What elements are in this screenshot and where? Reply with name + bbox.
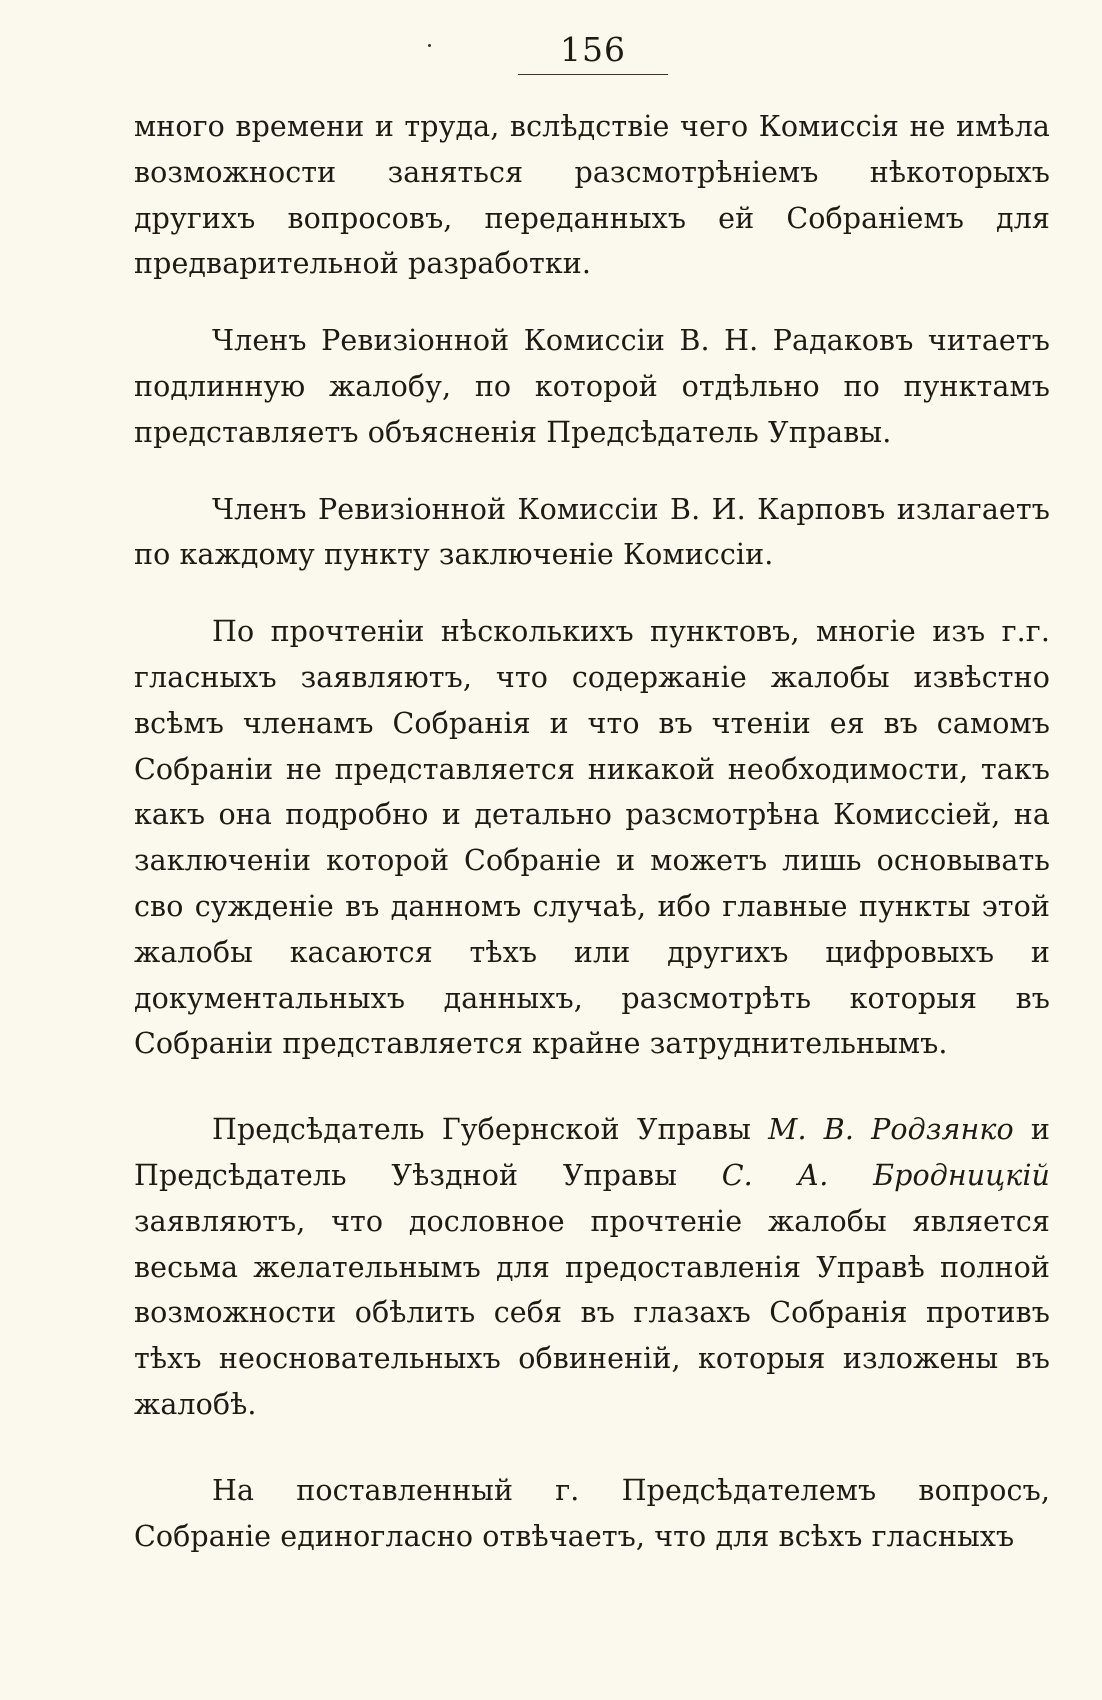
paragraph-chairmen-middle: и Предсѣдатель Уѣздной Управы [134, 1113, 1050, 1192]
paragraph-karpov: Членъ Ревизіонной Комиссіи В. И. Карповъ излагаетъ по каждому пункту заключеніе Комиссіи. [134, 492, 1050, 572]
paragraph-vote: На поставленный г. Предсѣдателемъ вопросъ, Собраніе единогласно отвѣчаетъ, что для всѣхъ гласныхъ [134, 1473, 1050, 1553]
page-number: 156 [560, 30, 626, 69]
page-header [518, 28, 668, 75]
paragraph-radakov: Членъ Ревизіонной Комиссіи В. Н. Радаковъ читаетъ подлинную жалобу, по которой отдѣльно по пунктамъ представляетъ объясненія Предсѣдатель Управы. [134, 324, 1050, 449]
header-dot [428, 44, 431, 47]
paragraph-continuation: много времени и труда, вслѣдствіе чего Комиссія не имѣла возможности заняться разсмотрѣніемъ нѣкоторыхъ другихъ вопросовъ, переданныхъ ей Собраніемъ для предварительной разработки. [134, 110, 1050, 281]
body-text [134, 104, 1050, 1559]
paragraph-chairmen [134, 1107, 1050, 1428]
paragraph-chairmen-tail: заявляютъ, что дословное прочтеніе жалобы является весьма желательнымъ для предоставленія Управѣ полной возможности обѣлить себя въ глазахъ Собранія противъ тѣхъ неосновательныхъ обвиненій, которыя изложены въ жалобѣ. [134, 1204, 1050, 1421]
paragraph-chairmen-lead: Предсѣдатель Губернской Управы [212, 1113, 769, 1147]
paragraph-deputies: По прочтеніи нѣсколькихъ пунктовъ, многіе изъ г.г. гласныхъ заявляютъ, что содержаніе жалобы извѣстно всѣмъ членамъ Собранія и что въ чтеніи ея въ самомъ Собраніи не представляется никакой необходимости, такъ какъ она подробно и детально разсмотрѣна Комиссіей, на заключеніи которой Собраніе и можетъ лишь основывать сво сужденіе въ данномъ случаѣ, ибо главные пункты этой жалобы касаются тѣхъ или другихъ цифровыхъ и документальныхъ данныхъ, разсмотрѣть которыя въ Собраніи представляется крайне затруднительнымъ. [134, 615, 1050, 1061]
name-brodnitsky: С. А. Бродницкій [721, 1158, 1050, 1192]
name-rodzyanko: М. В. Родзянко [768, 1113, 1014, 1147]
header-rule [518, 74, 668, 75]
